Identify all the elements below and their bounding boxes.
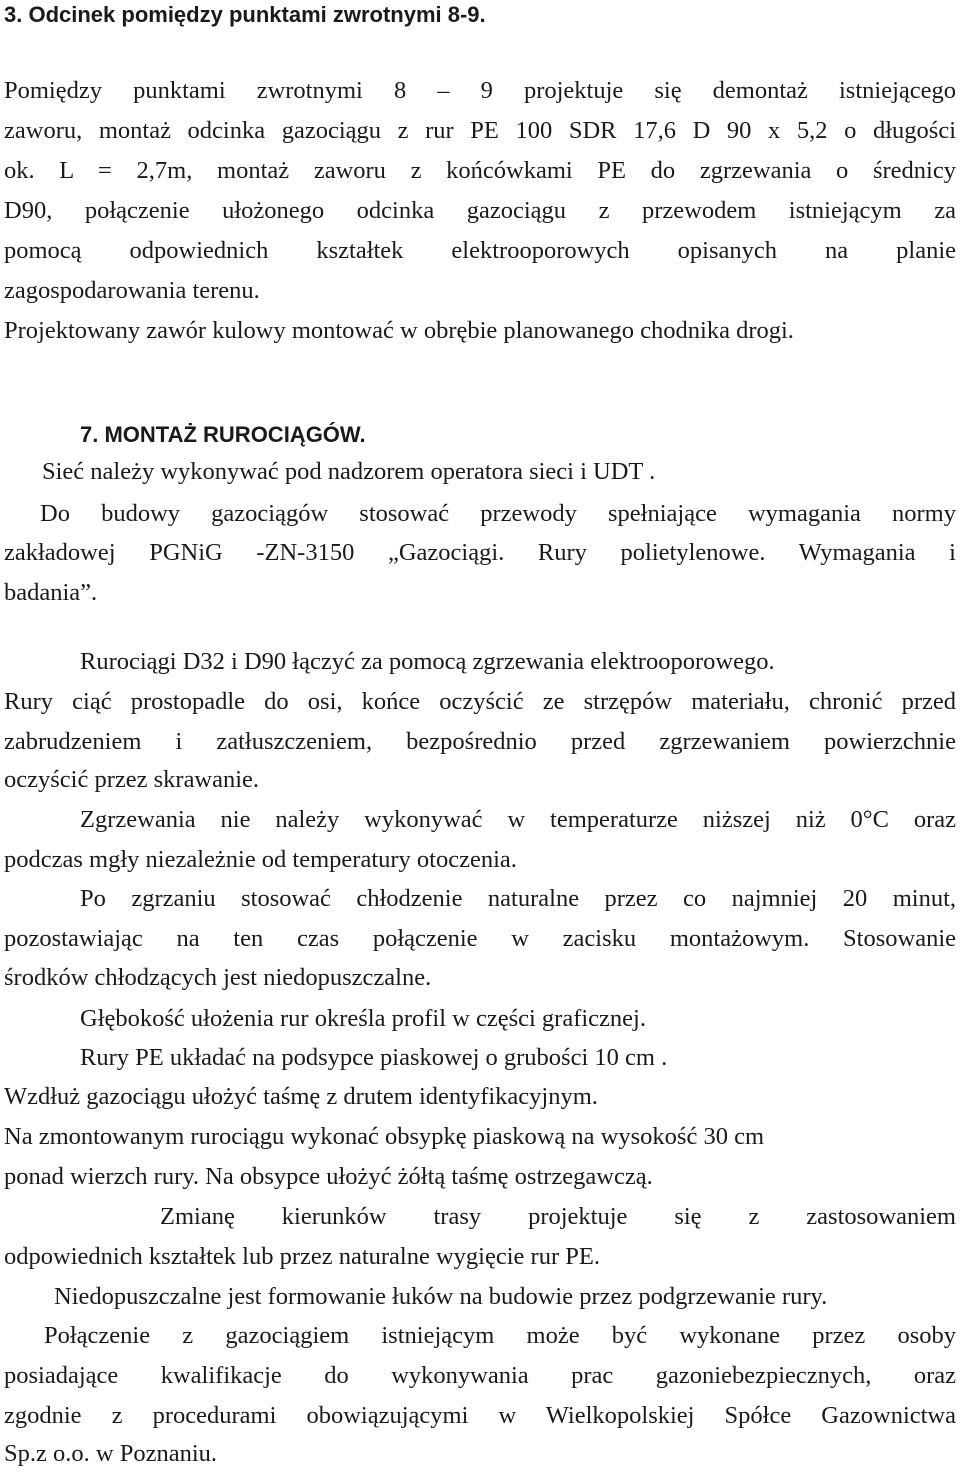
section-3-heading: 3. Odcinek pomiędzy punktami zwrotnymi 8-9. (4, 2, 486, 27)
paragraph-line: Niedopuszczalne jest formowanie łuków na budowie przez podgrzewanie rury. (54, 1283, 828, 1310)
paragraph-line: Rury PE układać na podsypce piaskowej o grubości 10 cm . (80, 1044, 668, 1071)
section-7-heading: 7. MONTAŻ RUROCIĄGÓW. (80, 422, 366, 447)
paragraph-line: ponad wierzch rury. Na obsypce ułożyć żółtą taśmę ostrzegawczą. (4, 1163, 653, 1190)
paragraph-line: Do budowy gazociągów stosować przewody spełniające wymagania normy (40, 500, 956, 527)
paragraph-line: Zgrzewania nie należy wykonywać w temperaturze niższej niż 0°C oraz (80, 806, 956, 833)
paragraph-line: Wzdłuż gazociągu ułożyć taśmę z drutem identyfikacyjnym. (4, 1083, 598, 1110)
paragraph-line: Głębokość ułożenia rur określa profil w części graficznej. (80, 1005, 646, 1032)
paragraph-line: Rury ciąć prostopadle do osi, końce oczyścić ze strzępów materiału, chronić przed (4, 688, 956, 715)
paragraph-line: posiadające kwalifikacje do wykonywania prac gazoniebezpiecznych, oraz (4, 1362, 956, 1389)
paragraph-line: D90, połączenie ułożonego odcinka gazociągu z przewodem istniejącym za (4, 197, 956, 224)
paragraph-line: Na zmontowanym rurociągu wykonać obsypkę piaskową na wysokość 30 cm (4, 1123, 765, 1150)
paragraph-line: Sieć należy wykonywać pod nadzorem operatora sieci i UDT . (42, 458, 656, 485)
paragraph-line: Sp.z o.o. w Poznaniu. (4, 1440, 217, 1467)
paragraph-line: środków chłodzących jest niedopuszczalne. (4, 964, 432, 991)
paragraph-line: zagospodarowania terenu. (4, 277, 260, 304)
paragraph-line: Zmianę kierunków trasy projektuje się z zastosowaniem (160, 1203, 956, 1230)
paragraph-line: zabrudzeniem i zatłuszczeniem, bezpośrednio przed zgrzewaniem powierzchnie (4, 728, 956, 755)
paragraph-line: odpowiednich kształtek lub przez naturalne wygięcie rur PE. (4, 1243, 600, 1270)
paragraph-line: zgodnie z procedurami obowiązującymi w Wielkopolskiej Spółce Gazownictwa (4, 1402, 956, 1429)
paragraph-line: pomocą odpowiednich kształtek elektrooporowych opisanych na planie (4, 237, 956, 264)
paragraph-line: Projektowany zawór kulowy montować w obrębie planowanego chodnika drogi. (4, 317, 794, 344)
paragraph-line: zaworu, montaż odcinka gazociągu z rur PE 100 SDR 17,6 D 90 x 5,2 o długości (4, 117, 956, 144)
paragraph-line: badania”. (4, 579, 98, 606)
paragraph-line: oczyścić przez skrawanie. (4, 766, 260, 793)
paragraph-line: Rurociągi D32 i D90 łączyć za pomocą zgrzewania elektrooporowego. (80, 648, 775, 675)
paragraph-line: ok. L = 2,7m, montaż zaworu z końcówkami PE do zgrzewania o średnicy (4, 157, 956, 184)
paragraph-line: Pomiędzy punktami zwrotnymi 8 – 9 projektuje się demontaż istniejącego (4, 77, 956, 104)
paragraph-line: pozostawiając na ten czas połączenie w zacisku montażowym. Stosowanie (4, 925, 956, 952)
paragraph-line: Po zgrzaniu stosować chłodzenie naturalne przez co najmniej 20 minut, (80, 885, 956, 912)
paragraph-line: Połączenie z gazociągiem istniejącym może być wykonane przez osoby (44, 1322, 956, 1349)
paragraph-line: zakładowej PGNiG -ZN-3150 „Gazociągi. Rury polietylenowe. Wymagania i (4, 539, 956, 566)
paragraph-line: podczas mgły niezależnie od temperatury otoczenia. (4, 846, 517, 873)
